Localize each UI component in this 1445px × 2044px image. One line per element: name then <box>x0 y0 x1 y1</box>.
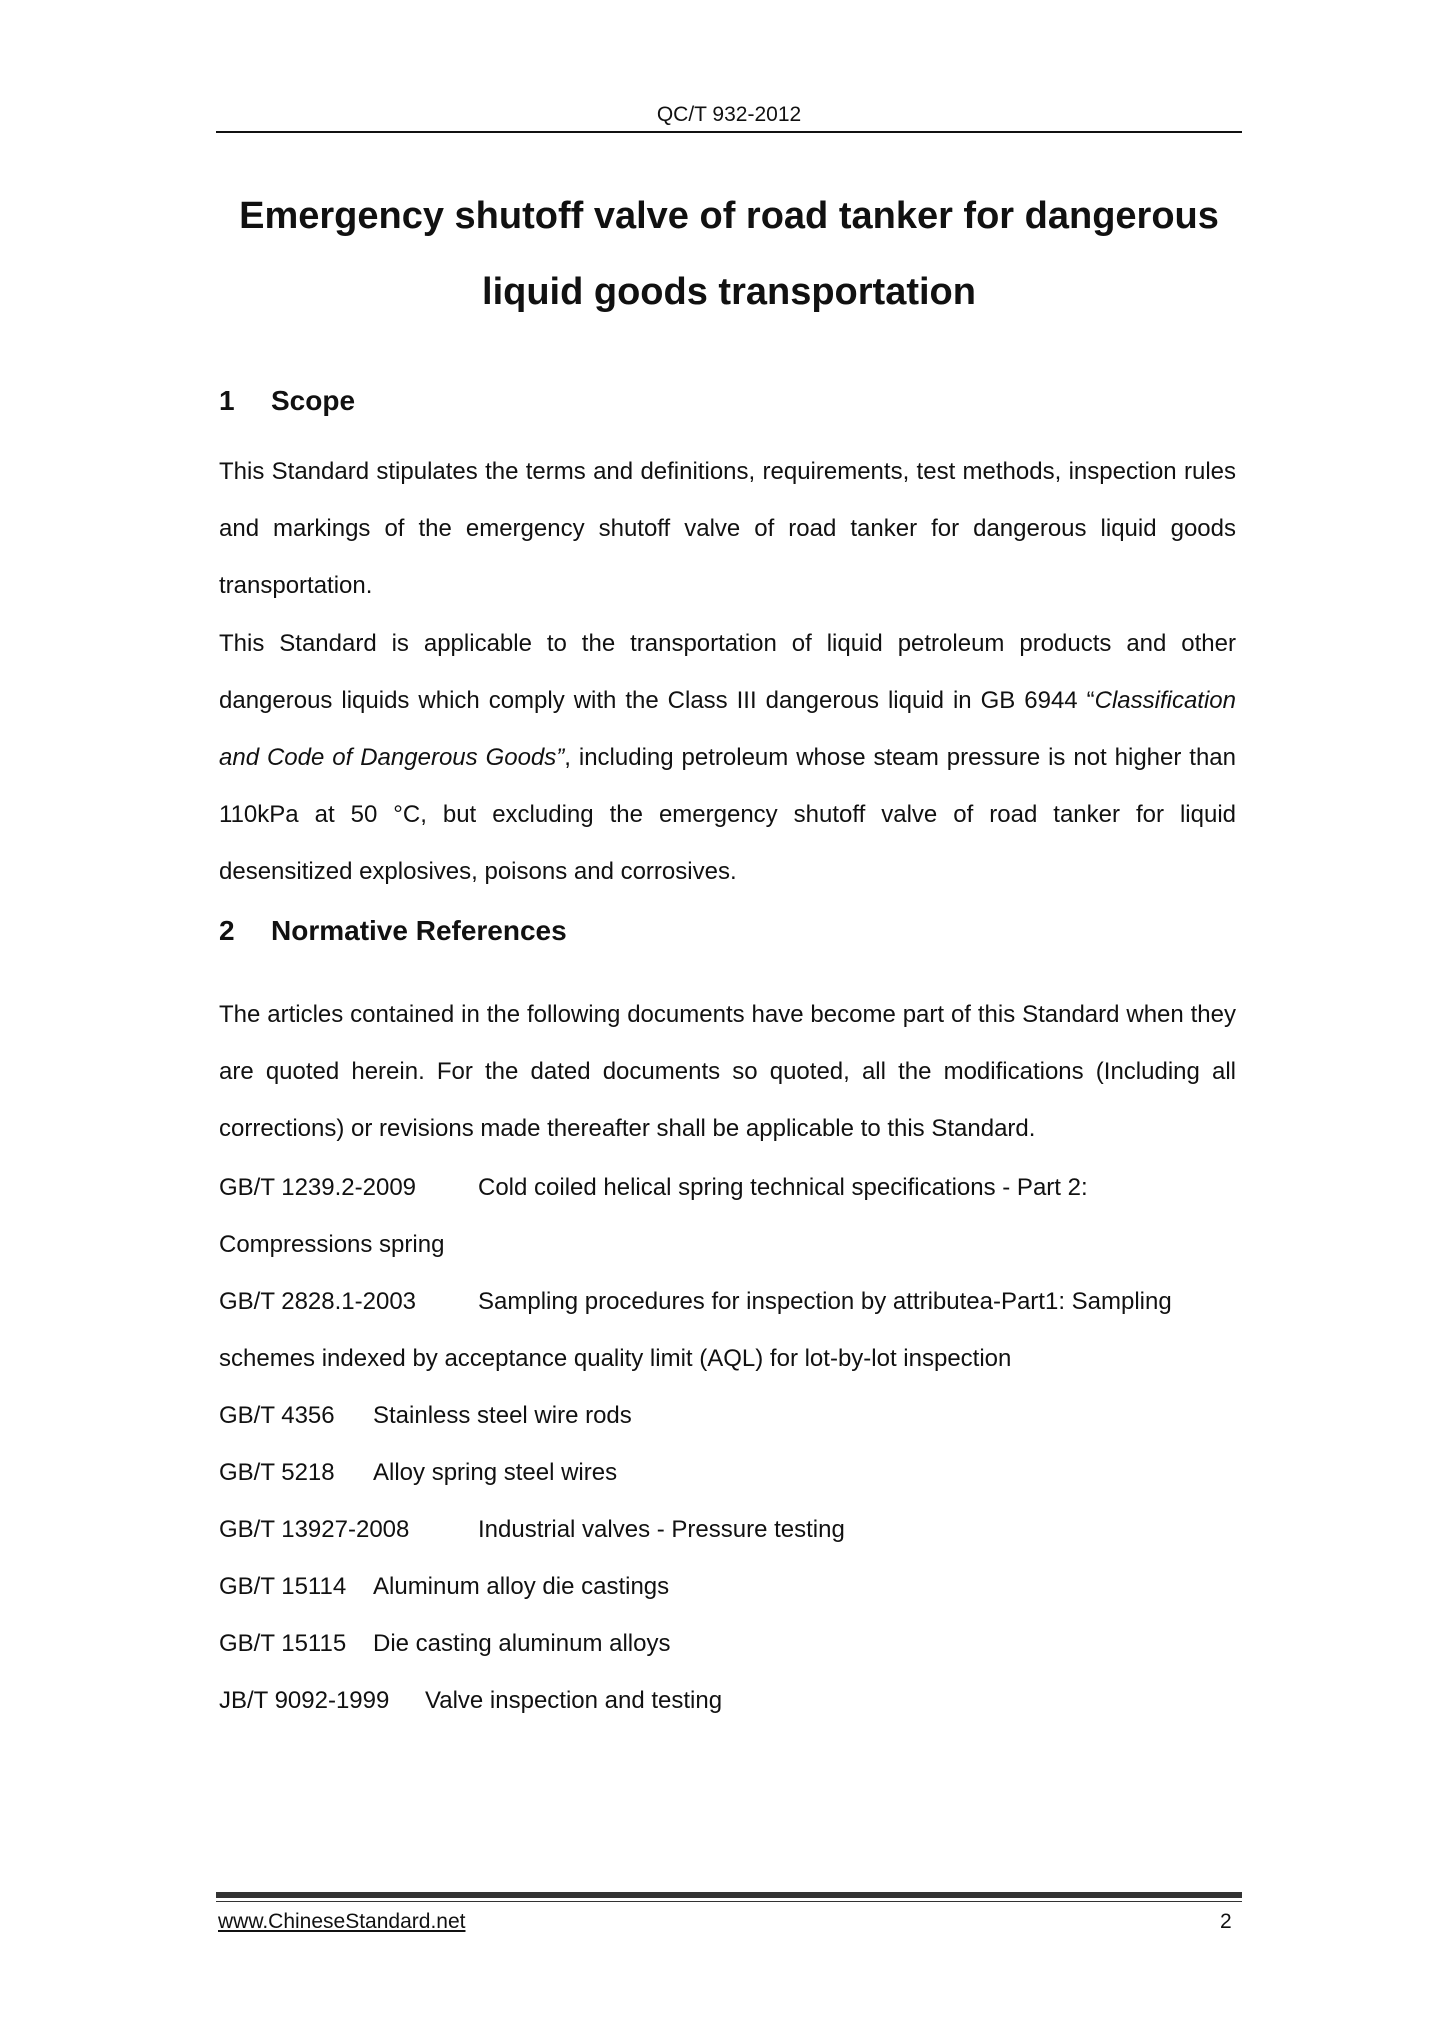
reference-item <box>219 1174 1088 1202</box>
reference-item <box>219 1402 632 1430</box>
section-title: Scope <box>271 385 356 416</box>
header-divider <box>216 131 1242 133</box>
reference-code: GB/T 13927-2008 <box>219 1516 410 1543</box>
reference-code: GB/T 5218 <box>219 1459 335 1486</box>
scope-paragraph-2-text-a: This Standard is applicable to the transportation of liquid petroleum products and other dangerous liquids which comply with the Class III dangerous liquid in GB 6944 “ <box>219 630 1236 714</box>
reference-item <box>219 1573 669 1601</box>
document-title-line-1: Emergency shutoff valve of road tanker for dangerous <box>239 195 1219 237</box>
reference-title: Sampling procedures for inspection by attributea-Part1: Sampling <box>478 1288 1172 1315</box>
standard-code-header: QC/T 932-2012 <box>656 103 802 126</box>
reference-code: GB/T 15115 <box>219 1630 347 1657</box>
reference-item-continuation: schemes indexed by acceptance quality limit (AQL) for lot-by-lot inspection <box>219 1345 1012 1372</box>
reference-item <box>219 1687 722 1715</box>
reference-title: Cold coiled helical spring technical specifications - Part 2: <box>478 1174 1088 1201</box>
scope-paragraph-2-text-b: , including petroleum whose steam pressure is not higher than 110kPa at 50 °C, but excluding the emergency shutoff valve of road tanker for liquid desensitized explosives, poisons and corrosives. <box>219 744 1237 885</box>
website-link[interactable]: www.ChineseStandard.net <box>218 1910 466 1933</box>
reference-item <box>219 1516 845 1544</box>
section-number: 2 <box>219 915 235 946</box>
scope-paragraph-1: This Standard stipulates the terms and definitions, requirements, test methods, inspection rules and markings of the emergency shutoff valve of road tanker for dangerous liquid goods transportation. <box>219 458 1236 599</box>
section-number: 1 <box>219 385 235 416</box>
references-intro-paragraph: The articles contained in the following documents have become part of this Standard when they are quoted herein. For the dated documents so quoted, all the modifications (Including all corrections) or revisions made thereafter shall be applicable to this Standard. <box>219 1001 1236 1142</box>
reference-item <box>219 1459 617 1487</box>
reference-code: JB/T 9092-1999 <box>219 1687 390 1714</box>
referenced-standard-title: Classification and Code of Dangerous Goods” <box>219 687 1236 771</box>
section-heading-normative-references <box>219 915 567 947</box>
reference-code: GB/T 2828.1-2003 <box>219 1288 417 1315</box>
reference-title: Alloy spring steel wires <box>373 1459 618 1486</box>
reference-title: Valve inspection and testing <box>425 1687 723 1714</box>
document-title <box>216 178 1242 330</box>
page-number: 2 <box>1220 1910 1232 1933</box>
document-title-line-2: liquid goods transportation <box>482 271 976 313</box>
reference-title: Industrial valves - Pressure testing <box>478 1516 845 1543</box>
footer-divider-thick <box>216 1892 1242 1898</box>
section-heading-scope <box>219 385 355 417</box>
reference-code: GB/T 15114 <box>219 1573 347 1600</box>
footer-divider-thin <box>216 1901 1242 1902</box>
reference-title: Stainless steel wire rods <box>373 1402 632 1429</box>
reference-title: Aluminum alloy die castings <box>373 1573 670 1600</box>
reference-item <box>219 1630 670 1658</box>
section-title: Normative References <box>271 915 567 946</box>
reference-title: Die casting aluminum alloys <box>373 1630 671 1657</box>
reference-item-continuation: Compressions spring <box>219 1231 445 1258</box>
reference-item <box>219 1288 1172 1316</box>
scope-paragraph-2 <box>219 615 1236 900</box>
reference-code: GB/T 1239.2-2009 <box>219 1174 417 1201</box>
reference-code: GB/T 4356 <box>219 1402 335 1429</box>
